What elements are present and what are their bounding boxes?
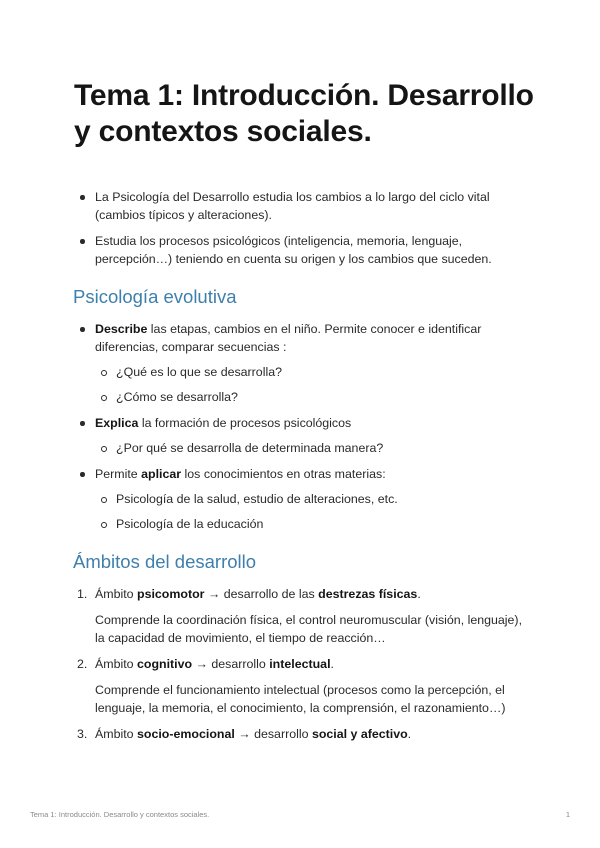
bullet-icon xyxy=(80,195,85,200)
list-item-text: Explica la formación de procesos psicológicos xyxy=(95,416,352,430)
list-item-text: Describe las etapas, cambios en el niño. Permite conocer e identificar diferencias, comparar secuencias : xyxy=(95,322,482,354)
sub-list-item: ¿Cómo se desarrolla? xyxy=(95,388,534,406)
list-item xyxy=(74,465,534,533)
bullet-icon xyxy=(80,472,85,477)
footer-title: Tema 1: Introducción. Desarrollo y contextos sociales. xyxy=(30,810,210,819)
sub-list xyxy=(95,490,534,533)
psicologia-evolutiva-list xyxy=(74,320,534,533)
bullet-icon xyxy=(80,421,85,426)
bold-term: aplicar xyxy=(141,467,182,481)
sub-list-item: Psicología de la educación xyxy=(95,515,534,533)
item-number: 1. xyxy=(77,587,88,601)
numbered-item-description: Comprende el funcionamiento intelectual (procesos como la percepción, el lenguaje, la memoria, el conocimiento, la comprensión, el razonamiento…) xyxy=(95,683,506,715)
list-item xyxy=(74,188,534,224)
sub-list-item: ¿Qué es lo que se desarrolla? xyxy=(95,363,534,381)
bullet-icon xyxy=(80,327,85,332)
list-item-text: Estudia los procesos psicológicos (inteligencia, memoria, lenguaje, percepción…) teniendo en cuenta su origen y los cambios que suceden. xyxy=(95,234,492,266)
hollow-bullet-icon xyxy=(101,446,107,452)
numbered-item-text: Ámbito socio-emocional → desarrollo social y afectivo. xyxy=(95,727,412,741)
numbered-item xyxy=(74,585,534,647)
section-heading-ambitos-desarrollo: Ámbitos del desarrollo xyxy=(73,551,257,572)
bullet-icon xyxy=(80,239,85,244)
sub-list-item: Psicología de la salud, estudio de alteraciones, etc. xyxy=(95,490,534,508)
list-item-text: Permite aplicar los conocimientos en otras materias: xyxy=(95,467,386,481)
section-heading-psicologia-evolutiva: Psicología evolutiva xyxy=(73,286,237,307)
hollow-bullet-icon xyxy=(101,497,107,503)
hollow-bullet-icon xyxy=(101,370,107,376)
bold-term: Describe xyxy=(95,322,148,336)
numbered-item-text: Ámbito cognitivo → desarrollo intelectual. xyxy=(95,657,334,671)
intro-list xyxy=(74,188,534,268)
list-item-text: La Psicología del Desarrollo estudia los cambios a lo largo del ciclo vital (cambios típicos y alteraciones). xyxy=(95,190,490,222)
numbered-item xyxy=(74,655,534,717)
sub-list-item: ¿Por qué se desarrolla de determinada manera? xyxy=(95,439,534,457)
bold-term: Explica xyxy=(95,416,139,430)
ambitos-list xyxy=(74,585,534,743)
page-footer xyxy=(30,810,570,819)
page-number: 1 xyxy=(565,810,570,819)
list-item xyxy=(74,232,534,268)
numbered-item-text: Ámbito psicomotor → desarrollo de las destrezas físicas. xyxy=(95,587,421,601)
list-item xyxy=(74,320,534,406)
numbered-item-description: Comprende la coordinación física, el control neuromuscular (visión, lenguaje), la capacidad de movimiento, el tiempo de reacción… xyxy=(95,613,523,645)
hollow-bullet-icon xyxy=(101,395,107,401)
hollow-bullet-icon xyxy=(101,522,107,528)
list-item xyxy=(74,414,534,457)
numbered-item xyxy=(74,725,534,743)
document-page xyxy=(74,78,534,751)
page-title: Tema 1: Introducción. Desarrollo y contextos sociales. xyxy=(74,79,534,148)
sub-list xyxy=(95,363,534,406)
item-number: 2. xyxy=(77,657,88,671)
sub-list xyxy=(95,439,534,457)
item-number: 3. xyxy=(77,727,88,741)
